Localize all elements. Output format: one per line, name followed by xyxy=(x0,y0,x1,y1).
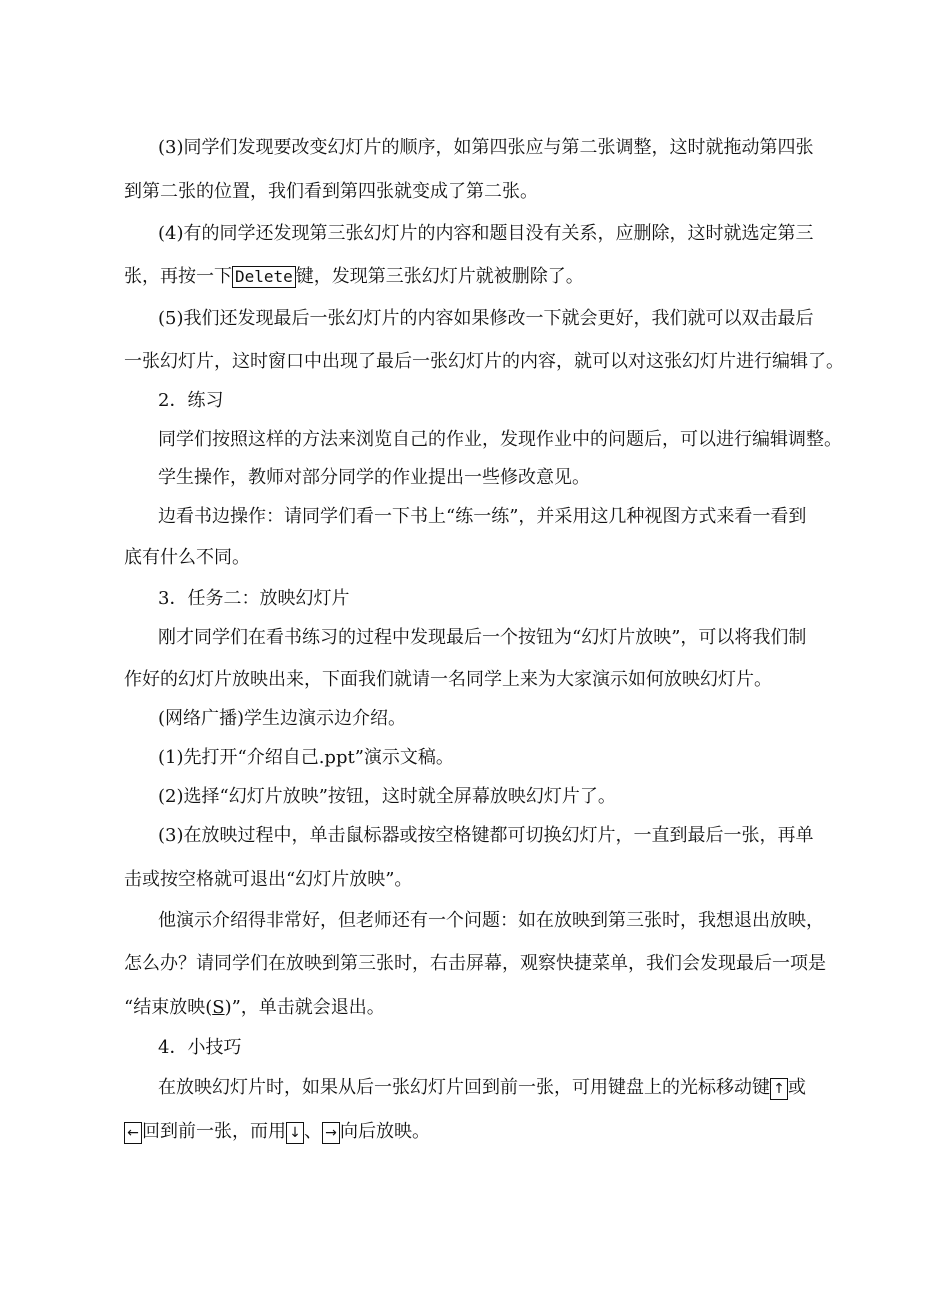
paragraph-tips-text-mid-2: 、 xyxy=(304,1121,322,1142)
paragraph-task-1-line-1: 刚才同学们在看书练习的过程中发现最后一个按钮为“幻灯片放映”，可以将我们制 xyxy=(158,627,807,648)
right-arrow-key-icon: → xyxy=(322,1122,340,1144)
paragraph-4-text-after: 键，发现第三张幻灯片就被删除了。 xyxy=(295,266,584,287)
paragraph-practice-3-line-1: 边看书边操作：请同学们看一下书上“练一练”，并采用这几种视图方式来看一看到 xyxy=(158,506,807,527)
paragraph-5-line-2: 一张幻灯片，这时窗口中出现了最后一张幻灯片的内容，就可以对这张幻灯片进行编辑了。 xyxy=(124,351,844,372)
paragraph-tips-line-2 xyxy=(124,1120,844,1144)
paragraph-tips-text-mid-1: 回到前一张，而用 xyxy=(142,1121,286,1142)
paragraph-5-line-1: (5)我们还发现最后一张幻灯片的内容如果修改一下就会更好，我们就可以双击最后 xyxy=(158,308,814,329)
paragraph-practice-2: 学生操作，教师对部分同学的作业提出一些修改意见。 xyxy=(158,467,590,488)
paragraph-4-text-before: 张，再按一下 xyxy=(124,266,232,287)
paragraph-task-1-line-2: 作好的幻灯片放映出来，下面我们就请一名同学上来为大家演示如何放映幻灯片。 xyxy=(124,669,772,690)
down-arrow-key-icon: ↓ xyxy=(286,1122,304,1144)
paragraph-task-step-1: (1)先打开“介绍自己.ppt”演示文稿。 xyxy=(158,747,454,768)
paragraph-tips-text-end: 向后放映。 xyxy=(340,1121,430,1142)
paragraph-4-line-2 xyxy=(124,265,844,289)
paragraph-task-2: (网络广播)学生边演示边介绍。 xyxy=(158,708,407,729)
paragraph-question-text-after: )”，单击就会退出。 xyxy=(224,997,385,1018)
paragraph-tips-line-1 xyxy=(158,1076,844,1100)
paragraph-task-step-3-line-1: (3)在放映过程中，单击鼠标器或按空格键都可切换幻灯片，一直到最后一张，再单 xyxy=(158,825,814,846)
delete-key-box: Delete xyxy=(232,266,296,288)
paragraph-task-step-3-line-2: 击或按空格就可退出“幻灯片放映”。 xyxy=(124,869,413,890)
paragraph-task-step-2: (2)选择“幻灯片放映”按钮，这时就全屏幕放映幻灯片了。 xyxy=(158,786,616,807)
paragraph-tips-text-before: 在放映幻灯片时，如果从后一张幻灯片回到前一张，可用键盘上的光标移动键 xyxy=(158,1077,770,1098)
heading-tips: 4．小技巧 xyxy=(158,1037,242,1058)
paragraph-4-line-1: (4)有的同学还发现第三张幻灯片的内容和题目没有关系，应删除，这时就选定第三 xyxy=(158,223,814,244)
heading-task-two: 3．任务二：放映幻灯片 xyxy=(158,588,350,609)
paragraph-practice-1: 同学们按照这样的方法来浏览自己的作业，发现作业中的问题后，可以进行编辑调整。 xyxy=(158,429,842,450)
paragraph-question-line-2: 怎么办？请同学们在放映到第三张时，右击屏幕，观察快捷菜单，我们会发现最后一项是 xyxy=(124,953,826,974)
up-arrow-key-icon: ↑ xyxy=(770,1078,788,1100)
paragraph-3-line-1: (3)同学们发现要改变幻灯片的顺序，如第四张应与第二张调整，这时就拖动第四张 xyxy=(158,137,814,158)
paragraph-tips-text-after: 或 xyxy=(788,1077,806,1098)
paragraph-question-text-before: “结束放映( xyxy=(124,997,213,1018)
left-arrow-key-icon: ← xyxy=(124,1122,142,1144)
shortcut-letter-s: S xyxy=(212,997,225,1018)
paragraph-question-line-3 xyxy=(124,996,844,1020)
paragraph-practice-3-line-2: 底有什么不同。 xyxy=(124,547,250,568)
paragraph-3-line-2: 到第二张的位置，我们看到第四张就变成了第二张。 xyxy=(124,181,538,202)
paragraph-question-line-1: 他演示介绍得非常好，但老师还有一个问题：如在放映到第三张时，我想退出放映， xyxy=(158,910,824,931)
heading-practice: 2．练习 xyxy=(158,390,224,411)
